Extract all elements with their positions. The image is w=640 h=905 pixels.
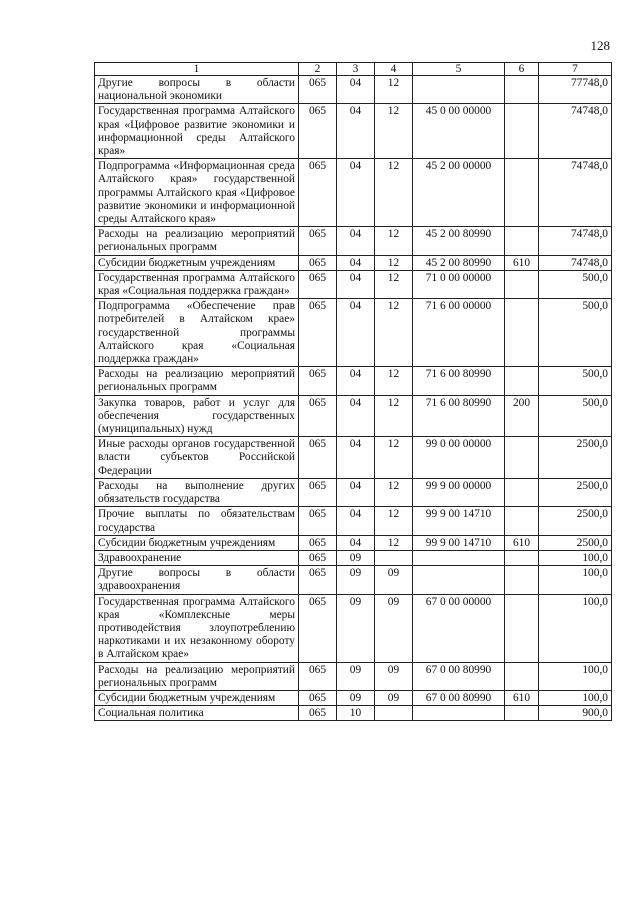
subsection-code-cell: 12 — [375, 437, 413, 479]
expense-name-cell: Государственная программа Алтайского края «Цифровое развитие экономики и информационной среды Алтайского края» — [95, 104, 299, 159]
grbs-code-cell: 065 — [299, 478, 337, 506]
expense-name-cell: Субсидии бюджетным учреждениям — [95, 255, 299, 270]
page-number: 128 — [590, 38, 610, 53]
section-code-cell: 10 — [337, 706, 375, 721]
subsection-code-cell: 12 — [375, 367, 413, 395]
amount-cell: 500,0 — [539, 395, 612, 437]
target-article-cell: 67 0 00 80990 — [413, 690, 505, 705]
amount-cell: 74748,0 — [539, 104, 612, 159]
subsection-code-cell: 09 — [375, 690, 413, 705]
section-code-cell: 04 — [337, 507, 375, 535]
grbs-code-cell: 065 — [299, 690, 337, 705]
section-code-cell: 04 — [337, 395, 375, 437]
table-row — [95, 566, 612, 594]
target-article-cell — [413, 566, 505, 594]
expense-type-cell — [505, 299, 539, 367]
column-header: 4 — [375, 63, 413, 76]
section-code-cell: 04 — [337, 535, 375, 550]
section-code-cell: 04 — [337, 437, 375, 479]
grbs-code-cell: 065 — [299, 227, 337, 255]
table-row — [95, 367, 612, 395]
section-code-cell: 09 — [337, 566, 375, 594]
grbs-code-cell: 065 — [299, 437, 337, 479]
amount-cell: 2500,0 — [539, 507, 612, 535]
expense-name-cell: Здравоохранение — [95, 550, 299, 565]
column-header: 3 — [337, 63, 375, 76]
subsection-code-cell: 12 — [375, 395, 413, 437]
section-code-cell: 04 — [337, 76, 375, 104]
amount-cell: 500,0 — [539, 367, 612, 395]
amount-cell: 100,0 — [539, 662, 612, 690]
target-article-cell: 45 2 00 00000 — [413, 159, 505, 227]
amount-cell: 2500,0 — [539, 478, 612, 506]
amount-cell: 100,0 — [539, 550, 612, 565]
table-row — [95, 255, 612, 270]
grbs-code-cell: 065 — [299, 159, 337, 227]
target-article-cell: 71 0 00 00000 — [413, 270, 505, 298]
section-code-cell: 04 — [337, 255, 375, 270]
grbs-code-cell: 065 — [299, 76, 337, 104]
table-row — [95, 507, 612, 535]
grbs-code-cell: 065 — [299, 367, 337, 395]
target-article-cell: 71 6 00 80990 — [413, 395, 505, 437]
grbs-code-cell: 065 — [299, 706, 337, 721]
expense-type-cell — [505, 507, 539, 535]
subsection-code-cell: 12 — [375, 76, 413, 104]
amount-cell: 74748,0 — [539, 159, 612, 227]
expense-type-cell: 610 — [505, 535, 539, 550]
expense-name-cell: Расходы на реализацию мероприятий региональных программ — [95, 367, 299, 395]
grbs-code-cell: 065 — [299, 594, 337, 662]
amount-cell: 74748,0 — [539, 227, 612, 255]
expense-name-cell: Другие вопросы в области национальной экономики — [95, 76, 299, 104]
amount-cell: 100,0 — [539, 690, 612, 705]
subsection-code-cell: 12 — [375, 478, 413, 506]
grbs-code-cell: 065 — [299, 550, 337, 565]
expense-name-cell: Государственная программа Алтайского края «Комплексные меры противодействия злоупотреблению наркотиками и их незаконному обороту в Алтайском крае» — [95, 594, 299, 662]
subsection-code-cell: 09 — [375, 566, 413, 594]
expense-name-cell: Подпрограмма «Обеспечение прав потребителей в Алтайском крае» государственной программы Алтайского края «Социальная поддержка граждан» — [95, 299, 299, 367]
grbs-code-cell: 065 — [299, 507, 337, 535]
subsection-code-cell: 12 — [375, 299, 413, 367]
expense-name-cell: Прочие выплаты по обязательствам государства — [95, 507, 299, 535]
amount-cell: 100,0 — [539, 594, 612, 662]
expense-name-cell: Субсидии бюджетным учреждениям — [95, 690, 299, 705]
grbs-code-cell: 065 — [299, 270, 337, 298]
table-row — [95, 535, 612, 550]
expense-name-cell: Социальная политика — [95, 706, 299, 721]
section-code-cell: 04 — [337, 299, 375, 367]
subsection-code-cell: 12 — [375, 104, 413, 159]
target-article-cell — [413, 76, 505, 104]
section-code-cell: 09 — [337, 690, 375, 705]
section-code-cell: 04 — [337, 227, 375, 255]
grbs-code-cell: 065 — [299, 299, 337, 367]
table-row — [95, 227, 612, 255]
expense-type-cell — [505, 594, 539, 662]
subsection-code-cell: 12 — [375, 159, 413, 227]
target-article-cell: 67 0 00 80990 — [413, 662, 505, 690]
table-row — [95, 437, 612, 479]
expense-type-cell — [505, 550, 539, 565]
amount-cell: 77748,0 — [539, 76, 612, 104]
subsection-code-cell — [375, 550, 413, 565]
section-code-cell: 09 — [337, 550, 375, 565]
expense-name-cell: Субсидии бюджетным учреждениям — [95, 535, 299, 550]
target-article-cell: 67 0 00 00000 — [413, 594, 505, 662]
section-code-cell: 09 — [337, 594, 375, 662]
table-row — [95, 478, 612, 506]
subsection-code-cell: 12 — [375, 507, 413, 535]
table-row — [95, 104, 612, 159]
subsection-code-cell: 12 — [375, 255, 413, 270]
section-code-cell: 09 — [337, 662, 375, 690]
table-row — [95, 395, 612, 437]
subsection-code-cell: 09 — [375, 594, 413, 662]
expense-name-cell: Расходы на выполнение других обязательств государства — [95, 478, 299, 506]
table-row — [95, 662, 612, 690]
expense-name-cell: Иные расходы органов государственной власти субъектов Российской Федерации — [95, 437, 299, 479]
expense-name-cell: Государственная программа Алтайского края «Социальная поддержка граждан» — [95, 270, 299, 298]
expense-type-cell — [505, 478, 539, 506]
section-code-cell: 04 — [337, 270, 375, 298]
target-article-cell: 99 9 00 14710 — [413, 507, 505, 535]
expense-type-cell — [505, 270, 539, 298]
expense-type-cell — [505, 159, 539, 227]
expense-type-cell — [505, 566, 539, 594]
column-header: 1 — [95, 63, 299, 76]
subsection-code-cell: 12 — [375, 227, 413, 255]
table-row — [95, 706, 612, 721]
target-article-cell: 45 0 00 00000 — [413, 104, 505, 159]
target-article-cell: 45 2 00 80990 — [413, 255, 505, 270]
table-row — [95, 594, 612, 662]
expense-type-cell — [505, 662, 539, 690]
target-article-cell — [413, 706, 505, 721]
subsection-code-cell: 12 — [375, 270, 413, 298]
amount-cell: 100,0 — [539, 566, 612, 594]
target-article-cell: 99 0 00 00000 — [413, 437, 505, 479]
table-row — [95, 550, 612, 565]
expense-name-cell: Другие вопросы в области здравоохранения — [95, 566, 299, 594]
target-article-cell: 71 6 00 80990 — [413, 367, 505, 395]
expense-name-cell: Расходы на реализацию мероприятий региональных программ — [95, 662, 299, 690]
amount-cell: 74748,0 — [539, 255, 612, 270]
grbs-code-cell: 065 — [299, 255, 337, 270]
grbs-code-cell: 065 — [299, 535, 337, 550]
table-row — [95, 270, 612, 298]
table-row — [95, 159, 612, 227]
amount-cell: 2500,0 — [539, 535, 612, 550]
section-code-cell: 04 — [337, 478, 375, 506]
table-row — [95, 299, 612, 367]
column-header: 2 — [299, 63, 337, 76]
subsection-code-cell — [375, 706, 413, 721]
grbs-code-cell: 065 — [299, 395, 337, 437]
expense-name-cell: Подпрограмма «Информационная среда Алтайского края» государственной программы Алтайского края «Цифровое развитие экономики и информационной среды Алтайского края» — [95, 159, 299, 227]
amount-cell: 500,0 — [539, 270, 612, 298]
expense-name-cell: Расходы на реализацию мероприятий региональных программ — [95, 227, 299, 255]
subsection-code-cell: 09 — [375, 662, 413, 690]
table-row — [95, 76, 612, 104]
expense-type-cell: 610 — [505, 255, 539, 270]
column-header: 7 — [539, 63, 612, 76]
budget-table — [94, 62, 612, 721]
grbs-code-cell: 065 — [299, 662, 337, 690]
section-code-cell: 04 — [337, 159, 375, 227]
expense-type-cell — [505, 437, 539, 479]
expense-type-cell — [505, 76, 539, 104]
section-code-cell: 04 — [337, 367, 375, 395]
table-header-row — [95, 63, 612, 76]
target-article-cell — [413, 550, 505, 565]
grbs-code-cell: 065 — [299, 566, 337, 594]
expense-type-cell — [505, 367, 539, 395]
amount-cell: 500,0 — [539, 299, 612, 367]
expense-type-cell — [505, 104, 539, 159]
subsection-code-cell: 12 — [375, 535, 413, 550]
column-header: 6 — [505, 63, 539, 76]
table-row — [95, 690, 612, 705]
expense-type-cell — [505, 227, 539, 255]
column-header: 5 — [413, 63, 505, 76]
expense-type-cell: 200 — [505, 395, 539, 437]
amount-cell: 2500,0 — [539, 437, 612, 479]
expense-type-cell — [505, 706, 539, 721]
expense-name-cell: Закупка товаров, работ и услуг для обеспечения государственных (муниципальных) нужд — [95, 395, 299, 437]
amount-cell: 900,0 — [539, 706, 612, 721]
target-article-cell: 45 2 00 80990 — [413, 227, 505, 255]
target-article-cell: 71 6 00 00000 — [413, 299, 505, 367]
target-article-cell: 99 9 00 00000 — [413, 478, 505, 506]
section-code-cell: 04 — [337, 104, 375, 159]
target-article-cell: 99 9 00 14710 — [413, 535, 505, 550]
expense-type-cell: 610 — [505, 690, 539, 705]
grbs-code-cell: 065 — [299, 104, 337, 159]
